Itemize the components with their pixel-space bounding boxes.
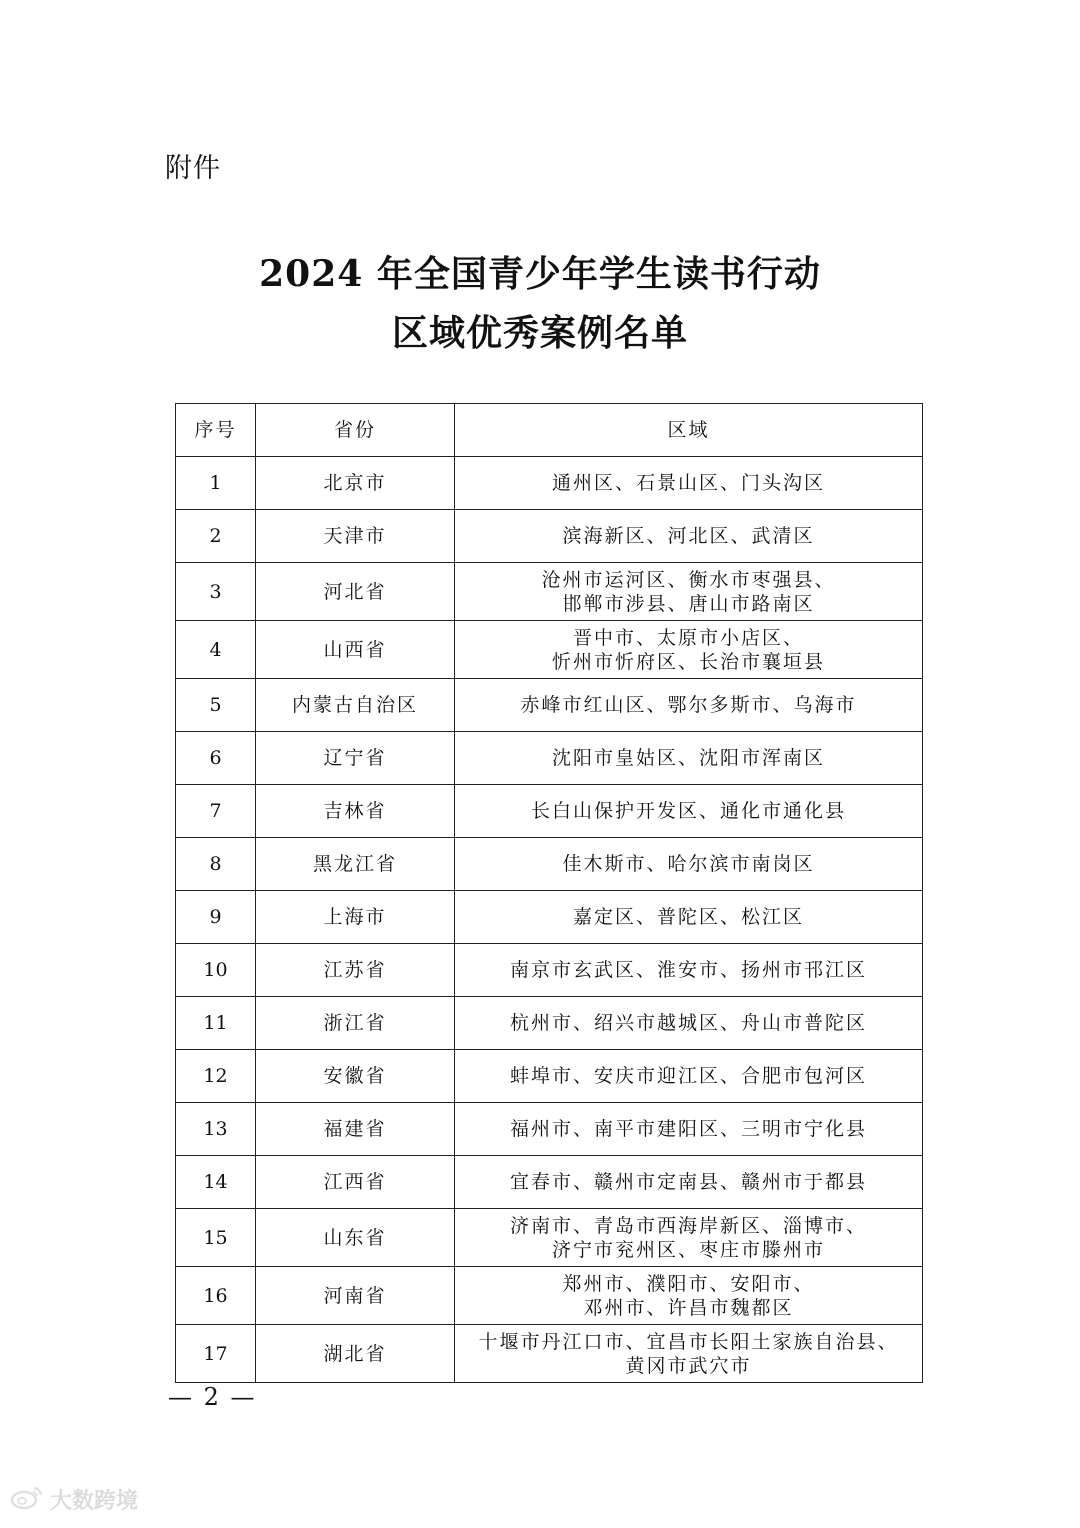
- document-title-line2: 区域优秀案例名单: [391, 312, 688, 354]
- row-regions: [455, 1156, 923, 1209]
- row-regions: [455, 997, 923, 1050]
- row-serial-number: 10: [176, 944, 256, 997]
- region-line: 赤峰市红山区、鄂尔多斯市、乌海市: [520, 694, 857, 716]
- row-province: 浙江省: [256, 997, 455, 1050]
- row-province: 天津市: [256, 510, 455, 563]
- table-row: [176, 1267, 923, 1325]
- row-province: 湖北省: [256, 1325, 455, 1383]
- row-serial-number: 9: [176, 891, 256, 944]
- region-line: 南京市玄武区、淮安市、扬州市邗江区: [509, 959, 867, 981]
- row-serial-number: 13: [176, 1103, 256, 1156]
- row-regions: [455, 1050, 923, 1103]
- row-province: 江苏省: [256, 944, 455, 997]
- region-line: 宜春市、赣州市定南县、赣州市于都县: [509, 1171, 867, 1193]
- table-row: [176, 1209, 923, 1267]
- region-line: 济南市、青岛市西海岸新区、淄博市、: [509, 1214, 867, 1237]
- region-line: 济宁市兖州区、枣庄市滕州市: [551, 1238, 825, 1261]
- table-row: [176, 732, 923, 785]
- row-regions: [455, 732, 923, 785]
- row-serial-number: 2: [176, 510, 256, 563]
- attachment-label: 附件: [165, 153, 221, 184]
- region-line: 晋中市、太原市小店区、: [572, 626, 804, 649]
- case-list-table: [175, 403, 923, 1383]
- row-regions: [455, 1325, 923, 1383]
- table-row: [176, 891, 923, 944]
- region-line: 邓州市、许昌市魏都区: [583, 1296, 794, 1319]
- row-serial-number: 16: [176, 1267, 256, 1325]
- watermark-text: 大数跨境: [50, 1488, 139, 1514]
- row-regions: [455, 838, 923, 891]
- region-line: 通州区、石景山区、门头沟区: [551, 472, 825, 494]
- row-regions: [455, 563, 923, 621]
- row-serial-number: 5: [176, 679, 256, 732]
- table-row: [176, 944, 923, 997]
- row-regions: [455, 1103, 923, 1156]
- row-province: 辽宁省: [256, 732, 455, 785]
- watermark: [10, 1484, 138, 1514]
- table-body: [176, 457, 923, 1383]
- row-serial-number: 15: [176, 1209, 256, 1267]
- region-line: 十堰市丹江口市、宜昌市长阳土家族自治县、: [478, 1330, 899, 1353]
- row-regions: [455, 510, 923, 563]
- table-row: [176, 785, 923, 838]
- row-serial-number: 3: [176, 563, 256, 621]
- row-regions: [455, 457, 923, 510]
- row-province: 吉林省: [256, 785, 455, 838]
- region-line: 滨海新区、河北区、武清区: [562, 525, 815, 547]
- row-province: 安徽省: [256, 1050, 455, 1103]
- row-province: 河南省: [256, 1267, 455, 1325]
- table-row: [176, 1156, 923, 1209]
- region-line: 蚌埠市、安庆市迎江区、合肥市包河区: [509, 1065, 867, 1087]
- header-serial-number: 序号: [176, 404, 256, 457]
- table-header-row: [176, 404, 923, 457]
- table-row: [176, 997, 923, 1050]
- table-row: [176, 679, 923, 732]
- row-regions: [455, 944, 923, 997]
- row-province: 黑龙江省: [256, 838, 455, 891]
- table-row: [176, 563, 923, 621]
- row-serial-number: 8: [176, 838, 256, 891]
- table-row: [176, 1050, 923, 1103]
- row-serial-number: 1: [176, 457, 256, 510]
- row-province: 内蒙古自治区: [256, 679, 455, 732]
- row-regions: [455, 891, 923, 944]
- region-line: 杭州市、绍兴市越城区、舟山市普陀区: [509, 1012, 867, 1034]
- row-regions: [455, 679, 923, 732]
- table-row: [176, 457, 923, 510]
- row-regions: [455, 1209, 923, 1267]
- region-line: 沈阳市皇姑区、沈阳市浑南区: [551, 747, 825, 769]
- region-line: 福州市、南平市建阳区、三明市宁化县: [509, 1118, 867, 1140]
- page-number: — 2 —: [168, 1383, 257, 1411]
- row-serial-number: 14: [176, 1156, 256, 1209]
- row-province: 福建省: [256, 1103, 455, 1156]
- row-province: 北京市: [256, 457, 455, 510]
- table-row: [176, 510, 923, 563]
- region-line: 佳木斯市、哈尔滨市南岗区: [562, 853, 815, 875]
- region-line: 忻州市忻府区、长治市襄垣县: [551, 650, 825, 673]
- table-row: [176, 1103, 923, 1156]
- header-province: 省份: [256, 404, 455, 457]
- region-line: 邯郸市涉县、唐山市路南区: [562, 592, 815, 615]
- row-serial-number: 11: [176, 997, 256, 1050]
- row-province: 上海市: [256, 891, 455, 944]
- row-serial-number: 7: [176, 785, 256, 838]
- region-line: 长白山保护开发区、通化市通化县: [530, 800, 846, 822]
- row-regions: [455, 1267, 923, 1325]
- row-serial-number: 4: [176, 621, 256, 679]
- weibo-logo-icon: [10, 1484, 44, 1514]
- row-serial-number: 6: [176, 732, 256, 785]
- row-serial-number: 17: [176, 1325, 256, 1383]
- row-province: 江西省: [256, 1156, 455, 1209]
- table-row: [176, 838, 923, 891]
- row-province: 河北省: [256, 563, 455, 621]
- region-line: 沧州市运河区、衡水市枣强县、: [541, 568, 836, 591]
- document-title-line1: 2024 年全国青少年学生读书行动: [259, 253, 821, 295]
- region-line: 黄冈市武穴市: [625, 1354, 752, 1377]
- region-line: 嘉定区、普陀区、松江区: [572, 906, 804, 928]
- row-serial-number: 12: [176, 1050, 256, 1103]
- table-row: [176, 1325, 923, 1383]
- region-line: 郑州市、濮阳市、安阳市、: [562, 1272, 815, 1295]
- row-province: 山东省: [256, 1209, 455, 1267]
- row-regions: [455, 621, 923, 679]
- header-region: 区域: [455, 404, 923, 457]
- row-province: 山西省: [256, 621, 455, 679]
- row-regions: [455, 785, 923, 838]
- table-row: [176, 621, 923, 679]
